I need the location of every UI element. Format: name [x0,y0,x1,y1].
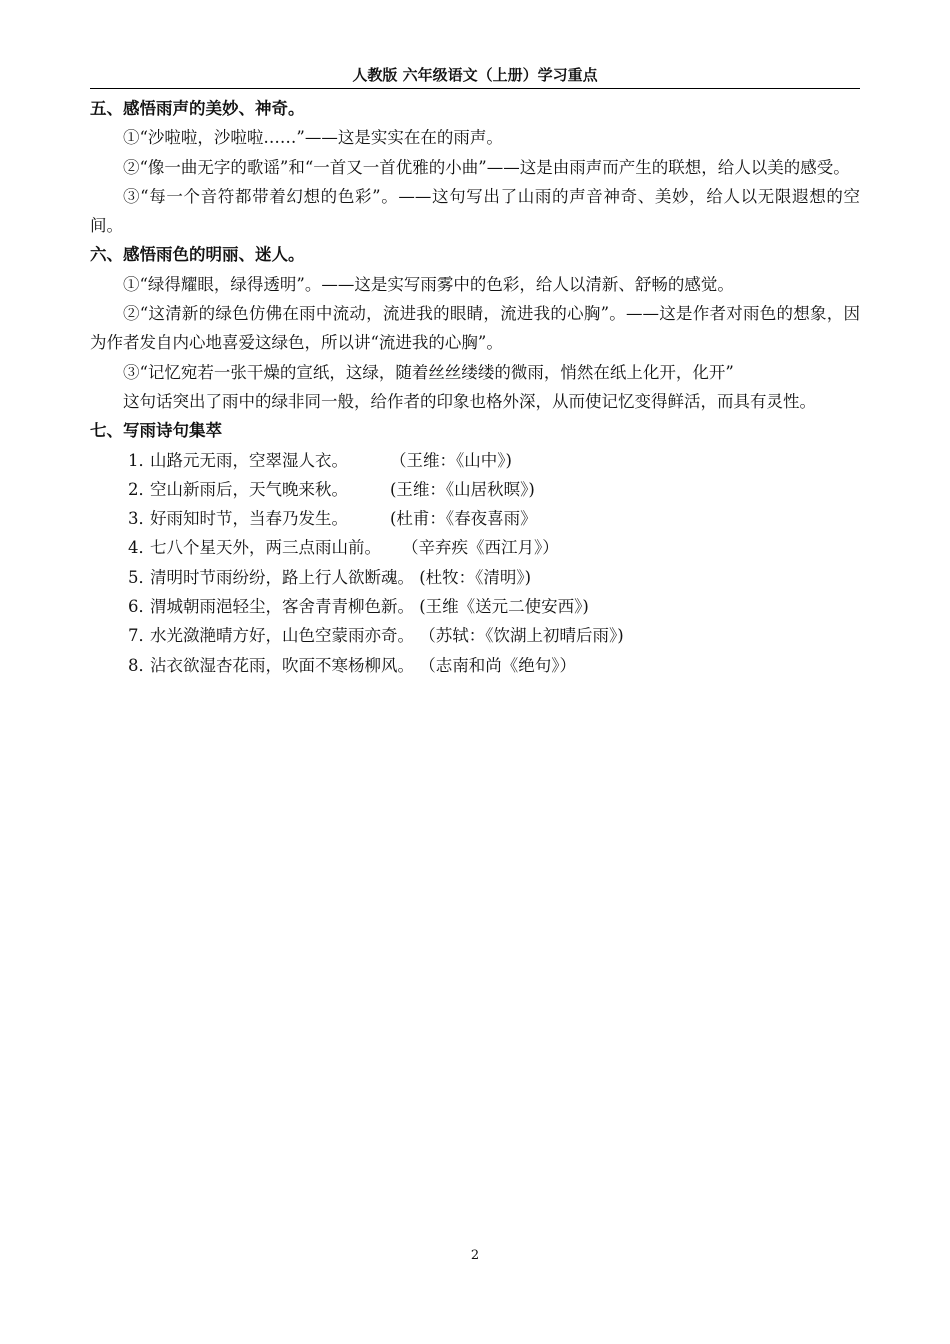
page-header-title: 人教版 六年级语文（上册）学习重点 [90,62,860,89]
poem-text: 清明时节雨纷纷，路上行人欲断魂。 (杜牧：《清明》) [150,567,532,587]
section-heading-rain-poems: 七、写雨诗句集萃 [90,421,222,441]
paragraph: ①“绿得耀眼，绿得透明”。——这是实写雨雾中的色彩，给人以清新、舒畅的感觉。 [123,274,734,294]
poem-text: 沾衣欲湿杏花雨，吹面不寒杨柳风。 （志南和尚《绝句》） [150,655,576,675]
poem-list-item [90,446,860,475]
section-heading-rain-color: 六、感悟雨色的明丽、迷人。 [90,245,305,265]
poem-number: 2． [128,479,155,499]
poem-list-item [90,563,860,592]
paragraph: 这句话突出了雨中的绿非同一般，给作者的印象也格外深，从而使记忆变得鲜活，而具有灵性。 [123,391,816,411]
paragraph: ③“记忆宛若一张干燥的宣纸，这绿，随着丝丝缕缕的微雨，悄然在纸上化开，化开” [123,362,734,382]
paragraph: ①“沙啦啦，沙啦啦……”——这是实实在在的雨声。 [123,128,503,148]
poem-text: 水光潋滟晴方好，山色空蒙雨亦奇。 （苏轼：《饮湖上初晴后雨》) [150,626,624,646]
poem-number: 5． [128,567,155,587]
poem-number: 7． [128,626,155,646]
poem-number: 3． [128,509,155,529]
document-body [90,94,860,680]
poem-text: 七八个星天外，两三点雨山前。 （辛弃疾《西江月》） [150,538,559,558]
poem-number: 6． [128,597,155,617]
paragraph: ②“这清新的绿色仿佛在雨中流动，流进我的眼睛，流进我的心胸”。——这是作者对雨色的想象，因为作者发自内心地喜爱这绿色，所以讲“流进我的心胸”。 [90,304,860,353]
poem-list-item [90,592,860,621]
poem-list-item [90,651,860,680]
poem-list-item [90,504,860,533]
page-number: 2 [470,1248,480,1263]
section-heading-rain-sound: 五、感悟雨声的美妙、神奇。 [90,99,305,118]
poem-list-item [90,621,860,650]
poem-list-item [90,533,860,562]
poem-text: 渭城朝雨浥轻尘，客舍青青柳色新。 (王维《送元二使安西》) [150,597,589,617]
poem-number: 8． [128,655,155,675]
paragraph: ③“每一个音符都带着幻想的色彩”。——这句写出了山雨的声音神奇、美妙，给人以无限遐想的空间。 [90,186,860,236]
poem-text: 空山新雨后，天气晚来秋。 (王维：《山居秋暝》) [150,479,535,499]
poem-text: 好雨知时节，当春乃发生。 (杜甫：《春夜喜雨》 [150,509,537,529]
poem-number: 1． [128,450,155,470]
poem-list-item [90,475,860,504]
paragraph: ②“像一曲无字的歌谣”和“一首又一首优雅的小曲”——这是由雨声而产生的联想，给人以美的感受。 [123,157,850,177]
poem-number: 4． [128,538,155,558]
poem-text: 山路元无雨，空翠湿人衣。 （王维：《山中》) [150,450,512,470]
